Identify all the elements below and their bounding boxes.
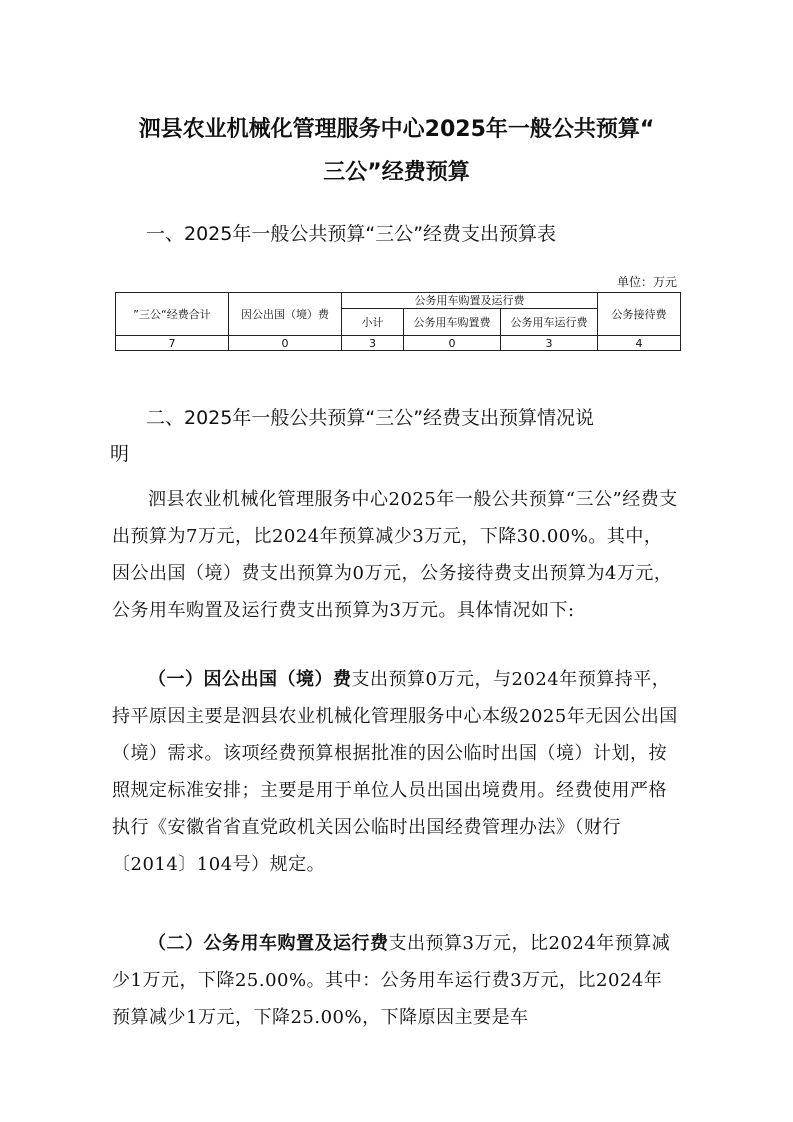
paragraph-abroad-text: 支出预算0万元，与2024年预算持平，持平原因主要是泗县农业机械化管理服务中心本级2025年无因公出国（境）需求。该项经费预算根据批准的因公临时出国（境）计划，按照规定标准安排；主要是用于单位人员出国出境费用。经费使用严格执行《安徽省省直党政机关因公临时出国经费管理办法》（财行〔2014〕104号）规定。 (112, 669, 678, 875)
section1-heading: 一、2025年一般公共预算“三公”经费支出预算表 (146, 223, 557, 245)
page-title-line1: 泗县农业机械化管理服务中心2025年一般公共预算“ (138, 117, 655, 142)
section2-heading (110, 400, 690, 472)
value-operation: 3 (501, 336, 598, 351)
unit-label: 单位：万元 (616, 275, 677, 289)
value-subtotal: 3 (342, 336, 404, 351)
value-purchase: 0 (404, 336, 501, 351)
header-operation: 公务用车运行费 (501, 309, 598, 336)
paragraph-vehicle-heading: （二）公务用车购置及运行费 (148, 933, 389, 954)
value-total: 7 (116, 336, 229, 351)
value-reception: 4 (598, 336, 681, 351)
page-title-line2: 三公”经费预算 (323, 160, 470, 185)
header-reception: 公务接待费 (598, 293, 681, 336)
paragraph-abroad (112, 661, 680, 883)
header-total: ”三公“经费合计 (116, 293, 229, 336)
header-purchase: 公务用车购置费 (404, 309, 501, 336)
paragraph-vehicle-text: 支出预算3万元，比2024年预算减少1万元，下降25.00%。其中：公务用车运行费3万元，比2024年预算减少1万元，下降25.00%，下降原因主要是车 (112, 933, 671, 1028)
table-row (116, 336, 681, 351)
header-abroad: 因公出国（境）费 (229, 293, 342, 336)
paragraph-vehicle (112, 925, 680, 1036)
value-abroad: 0 (229, 336, 342, 351)
section2-heading-part2: 明 (110, 443, 130, 465)
table-header-row-1 (116, 293, 681, 309)
budget-table (115, 292, 681, 351)
header-vehicle-group: 公务用车购置及运行费 (342, 293, 598, 309)
paragraph-summary-text: 泗县农业机械化管理服务中心2025年一般公共预算“三公”经费支出预算为7万元，比2024年预算减少3万元，下降30.00%。其中，因公出国（境）费支出预算为0万元，公务接待费支出预算为4万元，公务用车购置及运行费支出预算为3万元。具体情况如下: (112, 489, 678, 621)
paragraph-summary (112, 481, 680, 629)
paragraph-abroad-heading: （一）因公出国（境）费 (148, 669, 352, 690)
section2-heading-part1: 二、2025年一般公共预算“三公”经费支出预算情况说 (146, 407, 595, 429)
header-subtotal: 小计 (342, 309, 404, 336)
page-title (95, 108, 698, 194)
